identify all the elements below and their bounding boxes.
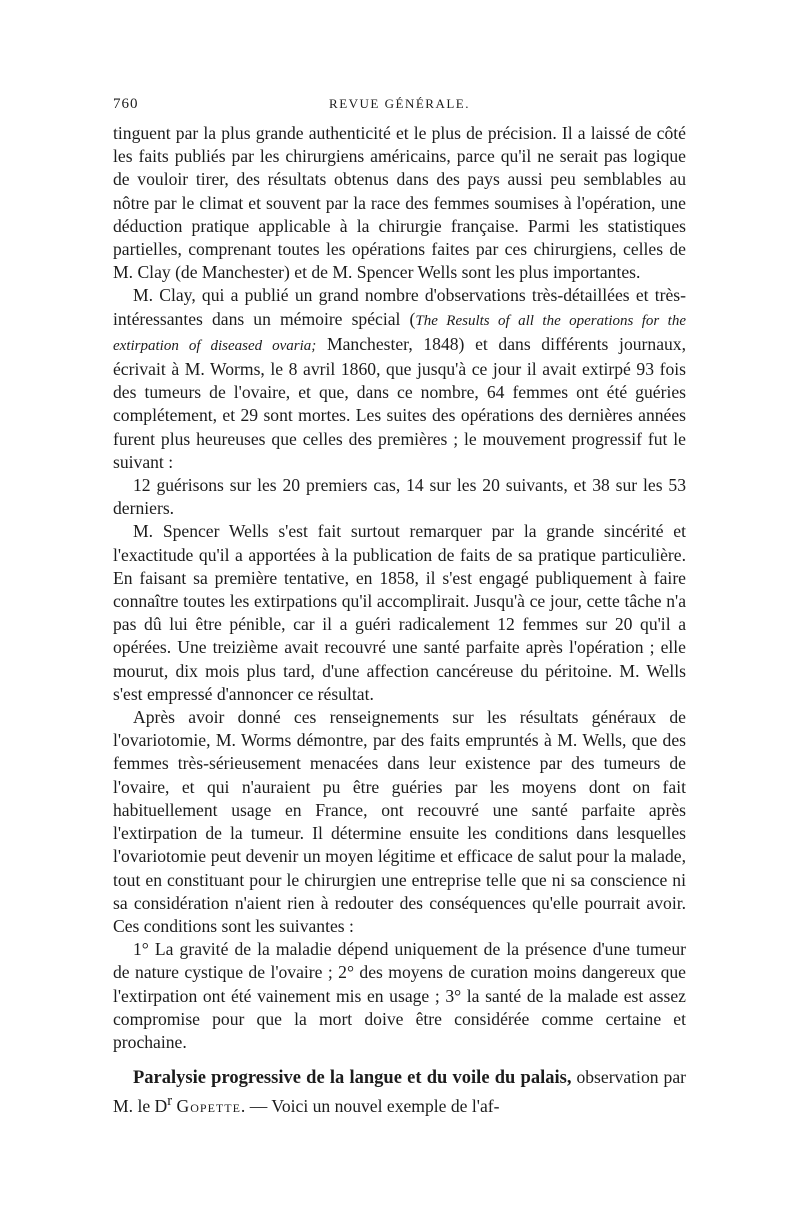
section-title: Paralysie progressive de la langue et du voile du palais, xyxy=(133,1068,572,1089)
paragraph-3: 12 guérisons sur les 20 premiers cas, 14 sur les 20 suivants, et 38 sur les 53 derniers. xyxy=(113,475,686,519)
section-paragraph xyxy=(113,1066,686,1118)
section-text-before: observation par M. le D xyxy=(113,1067,686,1117)
paragraph-4: M. Spencer Wells s'est fait surtout remarquer par la grande sincérité et l'exactitude qu'il a apportées à la publication de faits de sa pratique particulière. En faisant sa première tentative, en 1858, il s'est engagé publiquement à faire connaître toutes les extirpations qu'il accomplirait. Jusqu'à ce jour, cette tâche n'a pas dû lui être pénible, car il a guéri radicalement 12 femmes sur 20 qu'il a opérées. Une treizième avait recouvré une santé parfaite après l'opération ; elle mourut, dix mois plus tard, d'une affection cancéreuse du péritoine. M. Wells s'est empressé d'annoncer ce résultat. xyxy=(113,521,686,704)
paragraph-2-after: Manchester, 1848) et dans différents journaux, écrivait à M. Worms, le 8 avril 1860, que jusqu'à ce jour il avait extirpé 93 fois des tumeurs de l'ovaire, et que, dans ce nombre, 64 femmes ont été guéries complétement, et 29 sont mortes. Les suites des opérations des dernières années furent plus heureuses que celles des premières ; le mouvement progressif fut le suivant : xyxy=(113,333,686,472)
doctor-superscript: r xyxy=(167,1093,173,1110)
page-header xyxy=(113,96,686,122)
author-name: Gopette xyxy=(176,1096,241,1117)
running-title: REVUE GÉNÉRALE. xyxy=(329,96,470,111)
page-number: 760 xyxy=(113,96,139,112)
section-text-after: . — Voici un nouvel exemple de l'af- xyxy=(240,1096,500,1117)
cited-work-title: The Results of all the operations for the extirpation of diseased ovaria; xyxy=(113,312,687,354)
page xyxy=(113,96,686,1118)
paragraph-1: tinguent par la plus grande authenticité et le plus de précision. Il a laissé de côté les faits publiés par les chirurgiens américains, parce qu'il ne serait pas logique de vouloir tirer, des résultats obtenus dans des pays aussi peu semblables au nôtre par le climat et souvent par la race des femmes soumises à l'opération, une déduction pratique applicable à la chirurgie française. Parmi les statistiques partielles, comprenant toutes les opérations faites par ces chirurgiens, celles de M. Clay (de Manchester) et de M. Spencer Wells sont les plus importantes. xyxy=(113,123,686,283)
paragraph-5: Après avoir donné ces renseignements sur les résultats généraux de l'ovariotomie, M. Worms démontre, par des faits empruntés à M. Wells, que des femmes très-sérieusement menacées dans leur existence par des tumeurs de l'ovaire, et qui n'auraient pu être guéries par les moyens dont on fait habituellement usage en France, ont recouvré une santé parfaite après l'extirpation de la tumeur. Il détermine ensuite les conditions dans lesquelles l'ovariotomie peut devenir un moyen légitime et efficace de salut pour la malade, tout en constituant pour le chirurgien une entreprise telle que ni sa conscience ni sa considération n'aient rien à redouter des conséquences qu'elle pourrait avoir. Ces conditions sont les suivantes : xyxy=(113,707,686,936)
article-body xyxy=(113,122,686,1118)
paragraph-6: 1° La gravité de la maladie dépend uniquement de la présence d'une tumeur de nature cystique de l'ovaire ; 2° des moyens de curation moins dangereux que l'extirpation ont été vainement mis en usage ; 3° la santé de la malade est assez compromise pour que la mort doive être considérée comme certaine et prochaine. xyxy=(113,939,686,1052)
paragraph-2 xyxy=(113,284,686,474)
paragraph-2-before: M. Clay, qui a publié un grand nombre d'observations très-détaillées et très-intéressantes dans un mémoire spécial ( xyxy=(113,285,686,329)
